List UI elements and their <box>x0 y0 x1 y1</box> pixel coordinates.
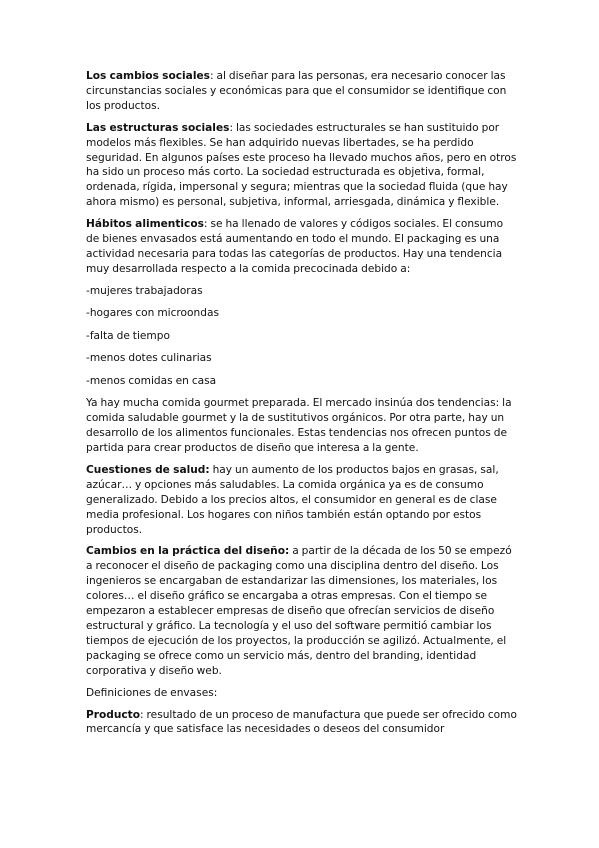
text-producto: : resultado de un proceso de manufactura que puede ser ofrecido como mercancía y que satisface las necesidades o deseos del consumidor <box>86 708 517 736</box>
term-cambios-sociales: Los cambios sociales <box>86 70 210 82</box>
term-estructuras-sociales: Las estructuras sociales <box>86 121 230 134</box>
text-cuestiones-salud: hay un aumento de los productos bajos en grasas, sal, azúcar… y opciones más saludables. La comida orgánica ya es de consumo generalizado. Debido a los precios altos, el consumidor en general es de clase media profesional. Los hogares con niños también están optando por estos productos. <box>86 463 499 536</box>
document-page <box>86 69 518 744</box>
list-item: -menos comidas en casa <box>86 374 217 387</box>
paragraph-tendencias: Ya hay mucha comida gourmet preparada. El mercado insinúa dos tendencias: la comida saludable gourmet y la de sustitutivos orgánicos. Por otra parte, hay un desarrollo de los alimentos funcionales. Estas tendencias nos ofrecen puntos de partida para crear productos de diseño que interesa a la gente. <box>86 397 512 454</box>
text-estructuras-sociales: : las sociedades estructurales se han sustituido por modelos más flexibles. Se han adquirido nuevas libertades, se ha perdido seguridad. En algunos países este proceso ha llevado muchos años, pero en otros ha sido un proceso más corto. La sociedad estructurada es objetiva, formal, ordenada, rígida, impersonal y segura; mientras que la sociedad fluida (que hay ahora mismo) es personal, subjetiva, informal, arriesgada, dinámica y flexible. <box>86 121 517 209</box>
paragraph-cambios-sociales <box>86 69 518 114</box>
paragraph-producto <box>86 708 518 738</box>
paragraph-cuestiones-salud <box>86 463 518 538</box>
paragraph-cambios-diseno <box>86 544 518 678</box>
term-producto: Producto <box>86 708 141 721</box>
text-habitos-alimenticos: : se ha llenado de valores y códigos sociales. El consumo de bienes envasados está aumentando en todo el mundo. El packaging es una actividad necesaria para todas las categorías de productos. Hay una tendencia muy desarrollada respecto a la comida precocinada debido a: <box>86 218 504 275</box>
paragraph-estructuras-sociales <box>86 121 518 210</box>
text-cambios-sociales: : al diseñar para las personas, era necesario conocer las circunstancias sociales y económicas para que el consumidor se identifique con los productos. <box>86 70 507 112</box>
list-item: -falta de tiempo <box>86 329 170 342</box>
list-item: -hogares con microondas <box>86 307 219 320</box>
term-cambios-diseno: Cambios en la práctica del diseño: <box>86 545 290 558</box>
paragraph-habitos-alimenticos <box>86 217 518 277</box>
paragraph-definiciones: Definiciones de envases: <box>86 686 218 699</box>
text-cambios-diseno: a partir de la década de los 50 se empezó a reconocer el diseño de packaging como una disciplina dentro del diseño. Los ingenieros se encargaban de estandarizar las dimensiones, los materiales, los colores… el diseño gráfico se encargaba a otras empresas. Con el tiempo se empezaron a establecer empresas de diseño que ofrecían servicios de diseño estructural y gráfico. La tecnología y el uso del software permitió cambiar los tiempos de ejecución de los proyectos, la producción se agilizó. Actualmente, el packaging se ofrece como un servicio más, dentro del branding, identidad corporativa y diseño web. <box>86 545 512 677</box>
term-cuestiones-salud: Cuestiones de salud: <box>86 463 210 476</box>
list-item: -mujeres trabajadoras <box>86 284 203 297</box>
term-habitos-alimenticos: Hábitos alimenticos <box>86 218 204 231</box>
list-item: -menos dotes culinarias <box>86 352 212 365</box>
